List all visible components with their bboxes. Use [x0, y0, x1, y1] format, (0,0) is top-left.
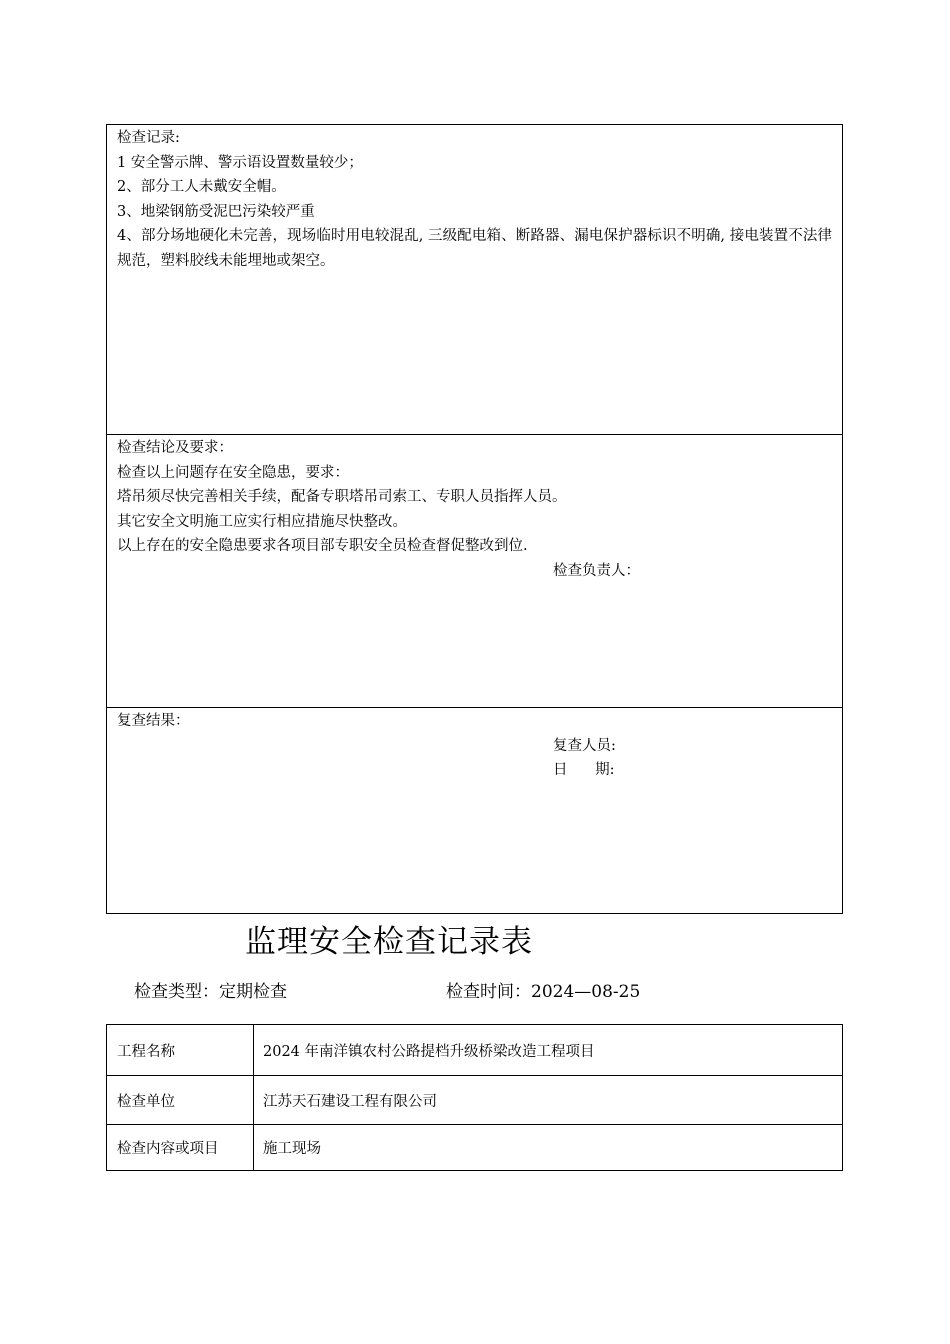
record-item: 2、部分工人未戴安全帽。 — [117, 179, 286, 195]
conclusion-heading: 检查结论及要求： — [117, 440, 233, 456]
info-value: 施工现场 — [263, 1141, 321, 1157]
conclusion-line: 以上存在的安全隐患要求各项目部专职安全员检查督促整改到位. — [117, 538, 528, 554]
table-row — [107, 1075, 842, 1124]
record-item: 3、地梁钢筋受泥巴污染较严重 — [117, 203, 315, 220]
table-row — [107, 1025, 842, 1075]
project-info-table — [106, 1024, 843, 1171]
info-value: 江苏天石建设工程有限公司 — [263, 1093, 437, 1110]
info-value: 2024 年南洋镇农村公路提档升级桥梁改造工程项目 — [263, 1043, 595, 1060]
records-heading: 检查记录: — [117, 130, 180, 146]
record-item: 4、部分场地硬化未完善，现场临时用电较混乱, 三级配电箱、断路器、漏电保护器标识不明确, 接电装置不法律规范，塑料胶线未能埋地或架空。 — [117, 228, 832, 269]
recheck-date-label: 日 期: — [553, 762, 615, 778]
inspection-type: 检查类型：定期检查 — [134, 982, 287, 1002]
recheck-result-section — [107, 707, 842, 913]
info-label: 检查单位 — [107, 1076, 254, 1124]
info-label: 检查内容或项目 — [107, 1125, 254, 1170]
conclusion-line: 其它安全文明施工应实行相应措施尽快整改。 — [117, 513, 407, 530]
inspection-records-section — [107, 125, 842, 434]
recheck-heading: 复查结果： — [117, 713, 190, 729]
inspection-conclusion-section — [107, 434, 842, 707]
inspection-time: 检查时间：2024—08-25 — [446, 982, 641, 1002]
conclusion-line: 塔吊须尽快完善相关手续，配备专职塔吊司索工、专职人员指挥人员。 — [117, 489, 567, 505]
inspection-record-table — [106, 124, 843, 914]
table-row — [107, 1124, 842, 1170]
inspection-signer-label: 检查负责人： — [553, 562, 640, 579]
info-label: 工程名称 — [107, 1025, 254, 1075]
document-title: 监理安全检查记录表 — [245, 924, 533, 960]
conclusion-line: 检查以上问题存在安全隐患，要求： — [117, 464, 349, 481]
record-item: 1 安全警示牌、警示语设置数量较少； — [117, 154, 363, 171]
reviewer-label: 复查人员: — [553, 737, 616, 754]
